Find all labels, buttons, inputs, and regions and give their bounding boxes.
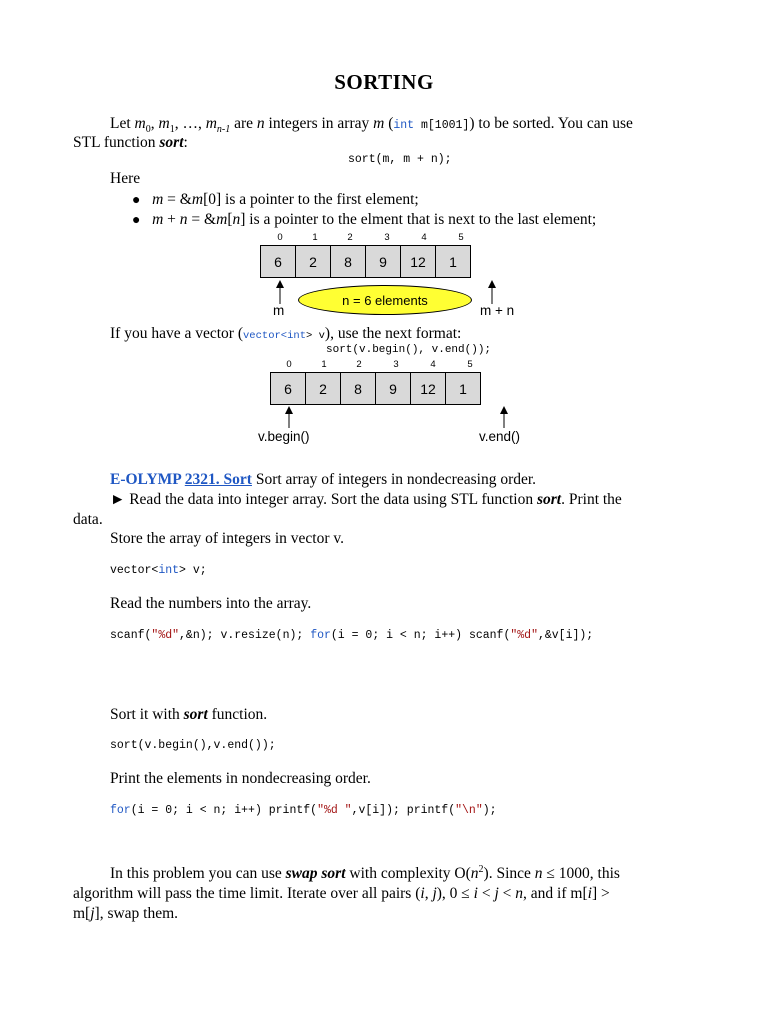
up-arrow-icon bbox=[494, 406, 514, 428]
index-label: 5 bbox=[458, 232, 464, 243]
array-cell: 1 bbox=[435, 245, 471, 278]
array-cell: 2 bbox=[305, 372, 341, 405]
bullet-2: ● m + n = &m[n] is a pointer to the elment that is next to the last element; bbox=[132, 211, 597, 228]
problem-line-3: data. bbox=[73, 511, 103, 528]
element-count-oval: n = 6 elements bbox=[298, 285, 472, 315]
pointer-label-begin: v.begin() bbox=[258, 429, 310, 444]
index-label: 4 bbox=[421, 232, 427, 243]
array-cell: 12 bbox=[400, 245, 436, 278]
sort-call-array: sort(m, m + n); bbox=[348, 153, 452, 166]
pointer-label-m: m bbox=[273, 303, 285, 318]
array-cells bbox=[261, 245, 471, 278]
index-label: 3 bbox=[384, 232, 390, 243]
here-label: Here bbox=[110, 170, 141, 187]
intro-line-2: STL function sort: bbox=[73, 134, 188, 151]
vector-line: If you have a vector (vector<int> v), use the next format: bbox=[110, 325, 462, 342]
index-label: 3 bbox=[393, 359, 399, 370]
page-title: SORTING bbox=[334, 70, 434, 94]
array-cell: 8 bbox=[340, 372, 376, 405]
array-cell: 2 bbox=[295, 245, 331, 278]
final-line-3: m[j], swap them. bbox=[73, 905, 179, 922]
index-label: 4 bbox=[430, 359, 436, 370]
up-arrow-icon bbox=[279, 406, 299, 428]
problem-link[interactable]: 2321. Sort bbox=[184, 471, 252, 488]
intro-line-1: Let $m_0$, $m_1$, …, $m_{n-1}$ are n integers in array m (int m[1001]) to be sorted. You can use bbox=[110, 115, 633, 136]
final-line-2: algorithm will pass the time limit. Iterate over all pairs (i, j), 0 ≤ i < j < n, and if m[i] > bbox=[73, 885, 610, 902]
index-label: 2 bbox=[347, 232, 353, 243]
problem-line-2: ► Read the data into integer array. Sort the data using STL function sort. Print the bbox=[110, 491, 622, 508]
array-cell: 8 bbox=[330, 245, 366, 278]
code-print: for(i = 0; i < n; i++) printf("%d ",v[i]); printf("\n"); bbox=[110, 804, 497, 817]
pointer-label-end: v.end() bbox=[479, 429, 521, 444]
array-cell: 6 bbox=[270, 372, 306, 405]
array-cell: 1 bbox=[445, 372, 481, 405]
up-arrow-icon bbox=[482, 280, 502, 304]
up-arrow-icon bbox=[270, 280, 290, 304]
eolymp-label: E-OLYMP bbox=[110, 471, 185, 488]
problem-line-1: E-OLYMP 2321. Sort Sort array of integers in nondecreasing order. bbox=[110, 471, 537, 488]
print-text: Print the elements in nondecreasing order. bbox=[110, 770, 371, 787]
code-read: scanf("%d",&n); v.resize(n); for(i = 0; i < n; i++) scanf("%d",&v[i]); bbox=[110, 629, 594, 642]
index-label: 1 bbox=[312, 232, 318, 243]
index-label: 2 bbox=[356, 359, 362, 370]
code-sort: sort(v.begin(),v.end()); bbox=[110, 739, 276, 752]
array-cell: 12 bbox=[410, 372, 446, 405]
read-text: Read the numbers into the array. bbox=[110, 595, 312, 612]
store-text: Store the array of integers in vector v. bbox=[110, 530, 344, 547]
array-cell: 6 bbox=[260, 245, 296, 278]
index-label: 1 bbox=[321, 359, 327, 370]
array-cell: 9 bbox=[375, 372, 411, 405]
final-line-1: In this problem you can use swap sort with complexity $O(n^2)$. Since n ≤ 1000, this bbox=[110, 864, 620, 883]
index-label: 0 bbox=[277, 232, 283, 243]
array-cells bbox=[271, 372, 481, 405]
array-cell: 9 bbox=[365, 245, 401, 278]
bullet-1: ● m = &m[0] is a pointer to the first element; bbox=[132, 191, 419, 208]
index-label: 0 bbox=[286, 359, 292, 370]
code-vector: vector<int> v; bbox=[110, 564, 207, 577]
sort-it-text: Sort it with sort function. bbox=[110, 706, 268, 723]
pointer-label-m-plus-n: m + n bbox=[480, 303, 515, 318]
sort-call-vector: sort(v.begin(), v.end()); bbox=[326, 344, 492, 356]
index-label: 5 bbox=[467, 359, 473, 370]
